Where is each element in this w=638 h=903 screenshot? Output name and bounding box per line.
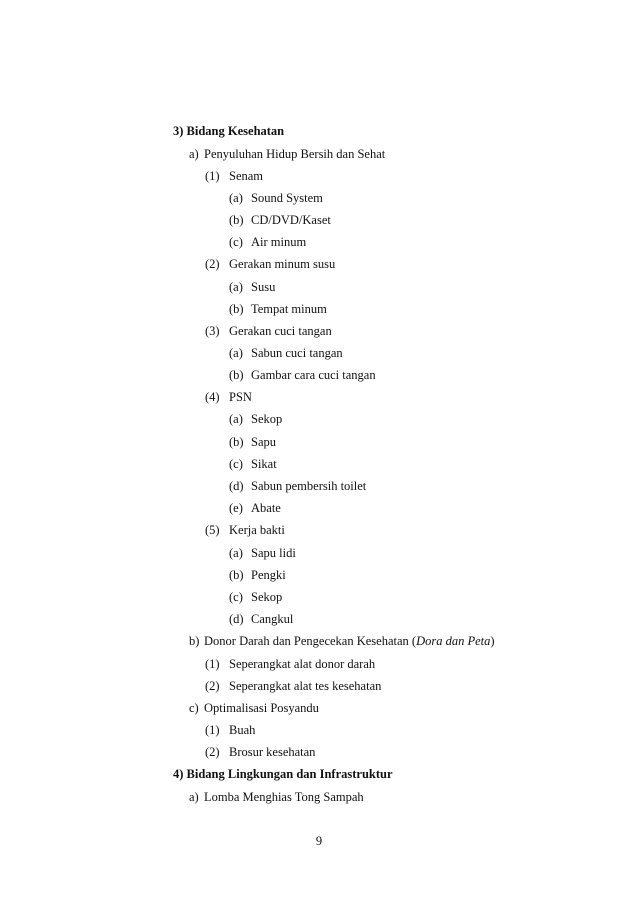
item-text bbox=[204, 633, 495, 649]
item-label: (b) bbox=[229, 568, 244, 582]
item-text: Seperangkat alat tes kesehatan bbox=[229, 679, 382, 693]
item-label: c) bbox=[189, 701, 199, 715]
item-text: Air minum bbox=[251, 235, 307, 249]
item-label: (e) bbox=[229, 501, 243, 515]
section-heading-3 bbox=[173, 123, 284, 139]
item-label: (c) bbox=[229, 457, 243, 471]
item-text-main: Donor Darah dan Pengecekan Kesehatan ( bbox=[204, 634, 417, 648]
item-label: (1) bbox=[205, 657, 220, 671]
item-text: Sekop bbox=[251, 590, 283, 604]
item-text: Gerakan cuci tangan bbox=[229, 324, 332, 338]
item-text: Cangkul bbox=[251, 612, 294, 626]
section-title: Bidang Kesehatan bbox=[186, 124, 285, 138]
item-label: (1) bbox=[205, 169, 220, 183]
item-text: Gambar cara cuci tangan bbox=[251, 368, 376, 382]
item-label: (a) bbox=[229, 346, 243, 360]
item-label: b) bbox=[189, 634, 200, 648]
item-label: (2) bbox=[205, 679, 220, 693]
item-text: Sapu bbox=[251, 435, 276, 449]
item-text: Gerakan minum susu bbox=[229, 257, 336, 271]
item-text: Sabun pembersih toilet bbox=[251, 479, 367, 493]
item-label: (a) bbox=[229, 191, 243, 205]
item-text-italic: Dora dan Peta bbox=[416, 634, 491, 648]
item-text: Sabun cuci tangan bbox=[251, 346, 343, 360]
item-label: (a) bbox=[229, 412, 243, 426]
section-number: 4) bbox=[173, 767, 184, 781]
item-text: Optimalisasi Posyandu bbox=[204, 701, 319, 715]
item-text: Lomba Menghias Tong Sampah bbox=[204, 790, 364, 804]
item-text: Susu bbox=[251, 280, 276, 294]
item-label: (a) bbox=[229, 546, 243, 560]
item-text: Brosur kesehatan bbox=[229, 745, 316, 759]
item-label: (b) bbox=[229, 435, 244, 449]
item-label: (b) bbox=[229, 368, 244, 382]
item-label: (d) bbox=[229, 612, 244, 626]
section-heading-4 bbox=[173, 766, 393, 782]
item-text: Senam bbox=[229, 169, 264, 183]
item-label: (1) bbox=[205, 723, 220, 737]
item-label: (5) bbox=[205, 523, 220, 537]
item-label: (2) bbox=[205, 257, 220, 271]
item-label: (b) bbox=[229, 302, 244, 316]
item-label: (4) bbox=[205, 390, 220, 404]
item-text: Pengki bbox=[251, 568, 286, 582]
section-number: 3) bbox=[173, 124, 184, 138]
item-label: (a) bbox=[229, 280, 243, 294]
item-text-close: ) bbox=[490, 634, 495, 648]
item-text: Buah bbox=[229, 723, 256, 737]
item-text: Sapu lidi bbox=[251, 546, 296, 560]
item-text: Tempat minum bbox=[251, 302, 327, 316]
item-text: Penyuluhan Hidup Bersih dan Sehat bbox=[204, 147, 386, 161]
section-title: Bidang Lingkungan dan Infrastruktur bbox=[186, 767, 393, 781]
item-text: Sikat bbox=[251, 457, 277, 471]
item-text: Abate bbox=[251, 501, 281, 515]
item-text: Sekop bbox=[251, 412, 283, 426]
page-number: 9 bbox=[315, 834, 323, 848]
item-text: PSN bbox=[229, 390, 252, 404]
item-label: (c) bbox=[229, 590, 243, 604]
item-label: (3) bbox=[205, 324, 220, 338]
item-label: a) bbox=[189, 147, 199, 161]
item-label: a) bbox=[189, 790, 199, 804]
item-label: (b) bbox=[229, 213, 244, 227]
item-text: CD/DVD/Kaset bbox=[251, 213, 331, 227]
item-label: (c) bbox=[229, 235, 243, 249]
item-text: Sound System bbox=[251, 191, 323, 205]
item-label: (d) bbox=[229, 479, 244, 493]
item-label: (2) bbox=[205, 745, 220, 759]
item-text: Kerja bakti bbox=[229, 523, 285, 537]
item-text: Seperangkat alat donor darah bbox=[229, 657, 376, 671]
